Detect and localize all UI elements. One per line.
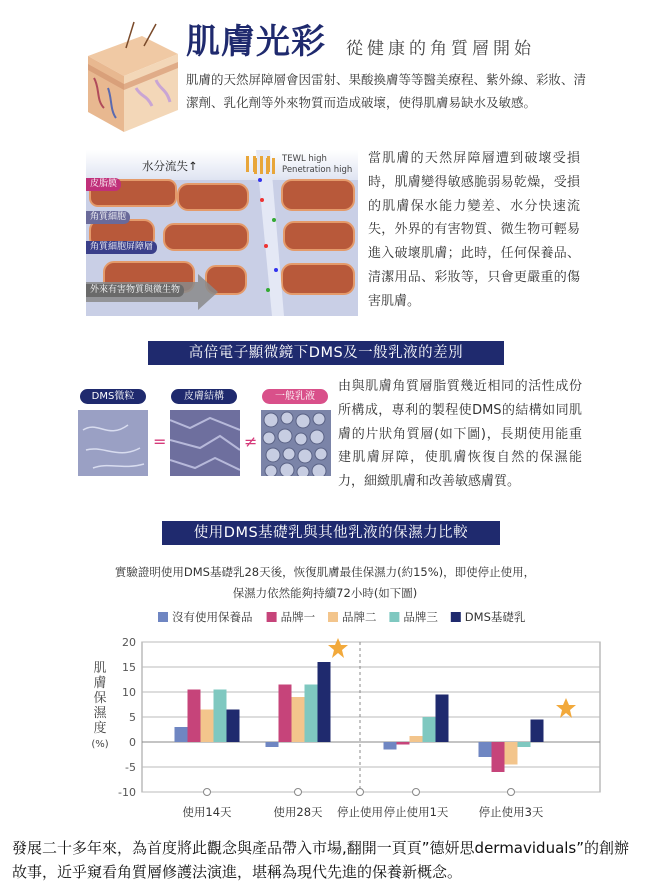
tag-regular-lotion: 一般乳液 xyxy=(262,389,328,404)
dms-particle-image xyxy=(78,410,148,476)
legend-swatch xyxy=(267,612,277,622)
bar xyxy=(175,727,188,742)
legend-swatch xyxy=(328,612,338,622)
moisture-chart xyxy=(80,606,620,832)
y-tick-label: 0 xyxy=(129,736,136,749)
corneocyte-cells xyxy=(90,180,354,294)
experiment-line2: 保濕力依然能夠持續72小時(如下圖) xyxy=(232,586,418,600)
legend-label: 品牌二 xyxy=(342,610,377,624)
legend-swatch xyxy=(389,612,399,622)
y-tick-label: 5 xyxy=(129,711,136,724)
bar xyxy=(292,697,305,742)
intro-paragraph: 肌膚的天然屏障層會因雷射、果酸換膚等等醫美療程、紫外線、彩妝、清潔劑、乳化劑等外來物質而造成破壞，使得肌膚易缺水及敏感。 xyxy=(186,72,587,110)
experiment-line1: 實驗證明使用DMS基礎乳28天後，恢復肌膚最佳保濕力(約15%)，即使停止使用， xyxy=(114,565,536,579)
y-tick-label: 10 xyxy=(122,686,136,699)
legend-label: DMS基礎乳 xyxy=(464,610,526,624)
y-axis-label: 度 xyxy=(93,721,107,736)
mascot-icon xyxy=(556,698,576,718)
tewl-legend xyxy=(244,152,278,174)
x-tick-label: 停止使用 xyxy=(337,805,383,819)
x-tick-marker xyxy=(204,789,211,796)
y-tick-label: -5 xyxy=(125,761,136,774)
x-tick-marker xyxy=(413,789,420,796)
tag-skin-structure: 皮膚結構 xyxy=(171,389,237,404)
bar xyxy=(410,736,423,742)
y-axis-label: 濕 xyxy=(93,706,107,721)
label-sebum: 皮脂膜 xyxy=(86,178,121,191)
x-tick-marker xyxy=(508,789,515,796)
bar xyxy=(188,690,201,743)
bar xyxy=(518,742,531,747)
legend-label: 品牌三 xyxy=(403,610,438,624)
tag-dms-particle: DMS微粒 xyxy=(80,389,146,404)
y-tick-label: -10 xyxy=(118,786,136,799)
label-harmful-substances: 外來有害物質與微生物 xyxy=(86,284,184,297)
x-tick-marker xyxy=(357,789,364,796)
section1-banner: 高倍電子顯微鏡下DMS及一般乳液的差別 xyxy=(148,341,504,365)
dms-paragraph: 由與肌膚角質層脂質幾近相同的活性成份所構成，專利的製程使DMS的結構如同肌膚的片狀角質層(如下圖)，長期使用能重建肌膚屏障，使肌膚恢復自然的保濕能力，細緻肌膚和改善敏感膚質。 xyxy=(338,379,582,490)
bar xyxy=(279,685,292,743)
bar xyxy=(384,742,397,750)
bar xyxy=(397,742,410,745)
y-tick-label: 15 xyxy=(122,661,136,674)
page-subtitle: 從健康的角質層開始 xyxy=(346,39,535,59)
regular-lotion-image xyxy=(261,410,331,476)
bar xyxy=(318,662,331,742)
section2-banner: 使用DMS基礎乳與其他乳液的保濕力比較 xyxy=(162,521,500,545)
legend-label: 沒有使用保養品 xyxy=(172,610,253,624)
mascot-icon xyxy=(328,638,348,658)
y-axis-label: 保 xyxy=(93,691,107,706)
bar xyxy=(505,742,518,765)
x-tick-label: 使用14天 xyxy=(182,805,232,819)
bar xyxy=(531,720,544,743)
label-corneocyte: 角質細胞 xyxy=(86,211,130,224)
equal-sign: = xyxy=(153,432,167,451)
y-axis-label: 肌 xyxy=(93,661,107,676)
bar xyxy=(436,695,449,743)
tewl-legend-line1: TEWL high xyxy=(282,154,327,164)
label-barrier: 角質細胞屏障層 xyxy=(86,241,157,254)
bar xyxy=(201,710,214,743)
bar xyxy=(479,742,492,757)
bar xyxy=(305,685,318,743)
footer-paragraph: 發展二十多年來，為首度將此觀念與產品帶入市場,翻開一頁頁”德妍思dermaviduals”的創辦故事，近乎窺看角質層修護法演進，堪稱為現代先進的保養新概念。 xyxy=(12,839,630,881)
y-tick-label: 20 xyxy=(122,636,136,649)
not-equal-sign: ≠ xyxy=(244,432,258,451)
bar xyxy=(227,710,240,743)
page-title: 肌膚光彩 xyxy=(186,22,326,62)
experiment-text xyxy=(80,562,570,604)
skin-structure-image xyxy=(170,410,240,476)
damage-paragraph: 當肌膚的天然屏障層遭到破壞受損時，肌膚變得敏感脆弱易乾燥，受損的肌膚保水能力變差、水分快速流失，外界的有害物質、微生物可輕易進入破壞肌膚；此時，任何保養品、清潔用品、彩妝等，只會更嚴重的傷害肌膚。 xyxy=(368,151,580,309)
bar xyxy=(214,690,227,743)
bar xyxy=(492,742,505,772)
x-tick-marker xyxy=(295,789,302,796)
bar xyxy=(266,742,279,747)
x-tick-label: 使用28天 xyxy=(273,805,323,819)
legend-swatch xyxy=(451,612,461,622)
legend-swatch xyxy=(158,612,168,622)
water-loss-label: 水分流失↑ xyxy=(142,159,198,173)
skin-illustration xyxy=(86,18,180,136)
bar xyxy=(423,717,436,742)
x-tick-label: 停止使用1天 xyxy=(383,805,449,819)
legend-label: 品牌一 xyxy=(280,610,316,624)
y-axis-label: 膚 xyxy=(93,676,107,691)
tewl-legend-line2: Penetration high xyxy=(282,165,353,175)
y-axis-label: (%) xyxy=(91,739,109,750)
x-tick-label: 停止使用3天 xyxy=(478,805,544,819)
